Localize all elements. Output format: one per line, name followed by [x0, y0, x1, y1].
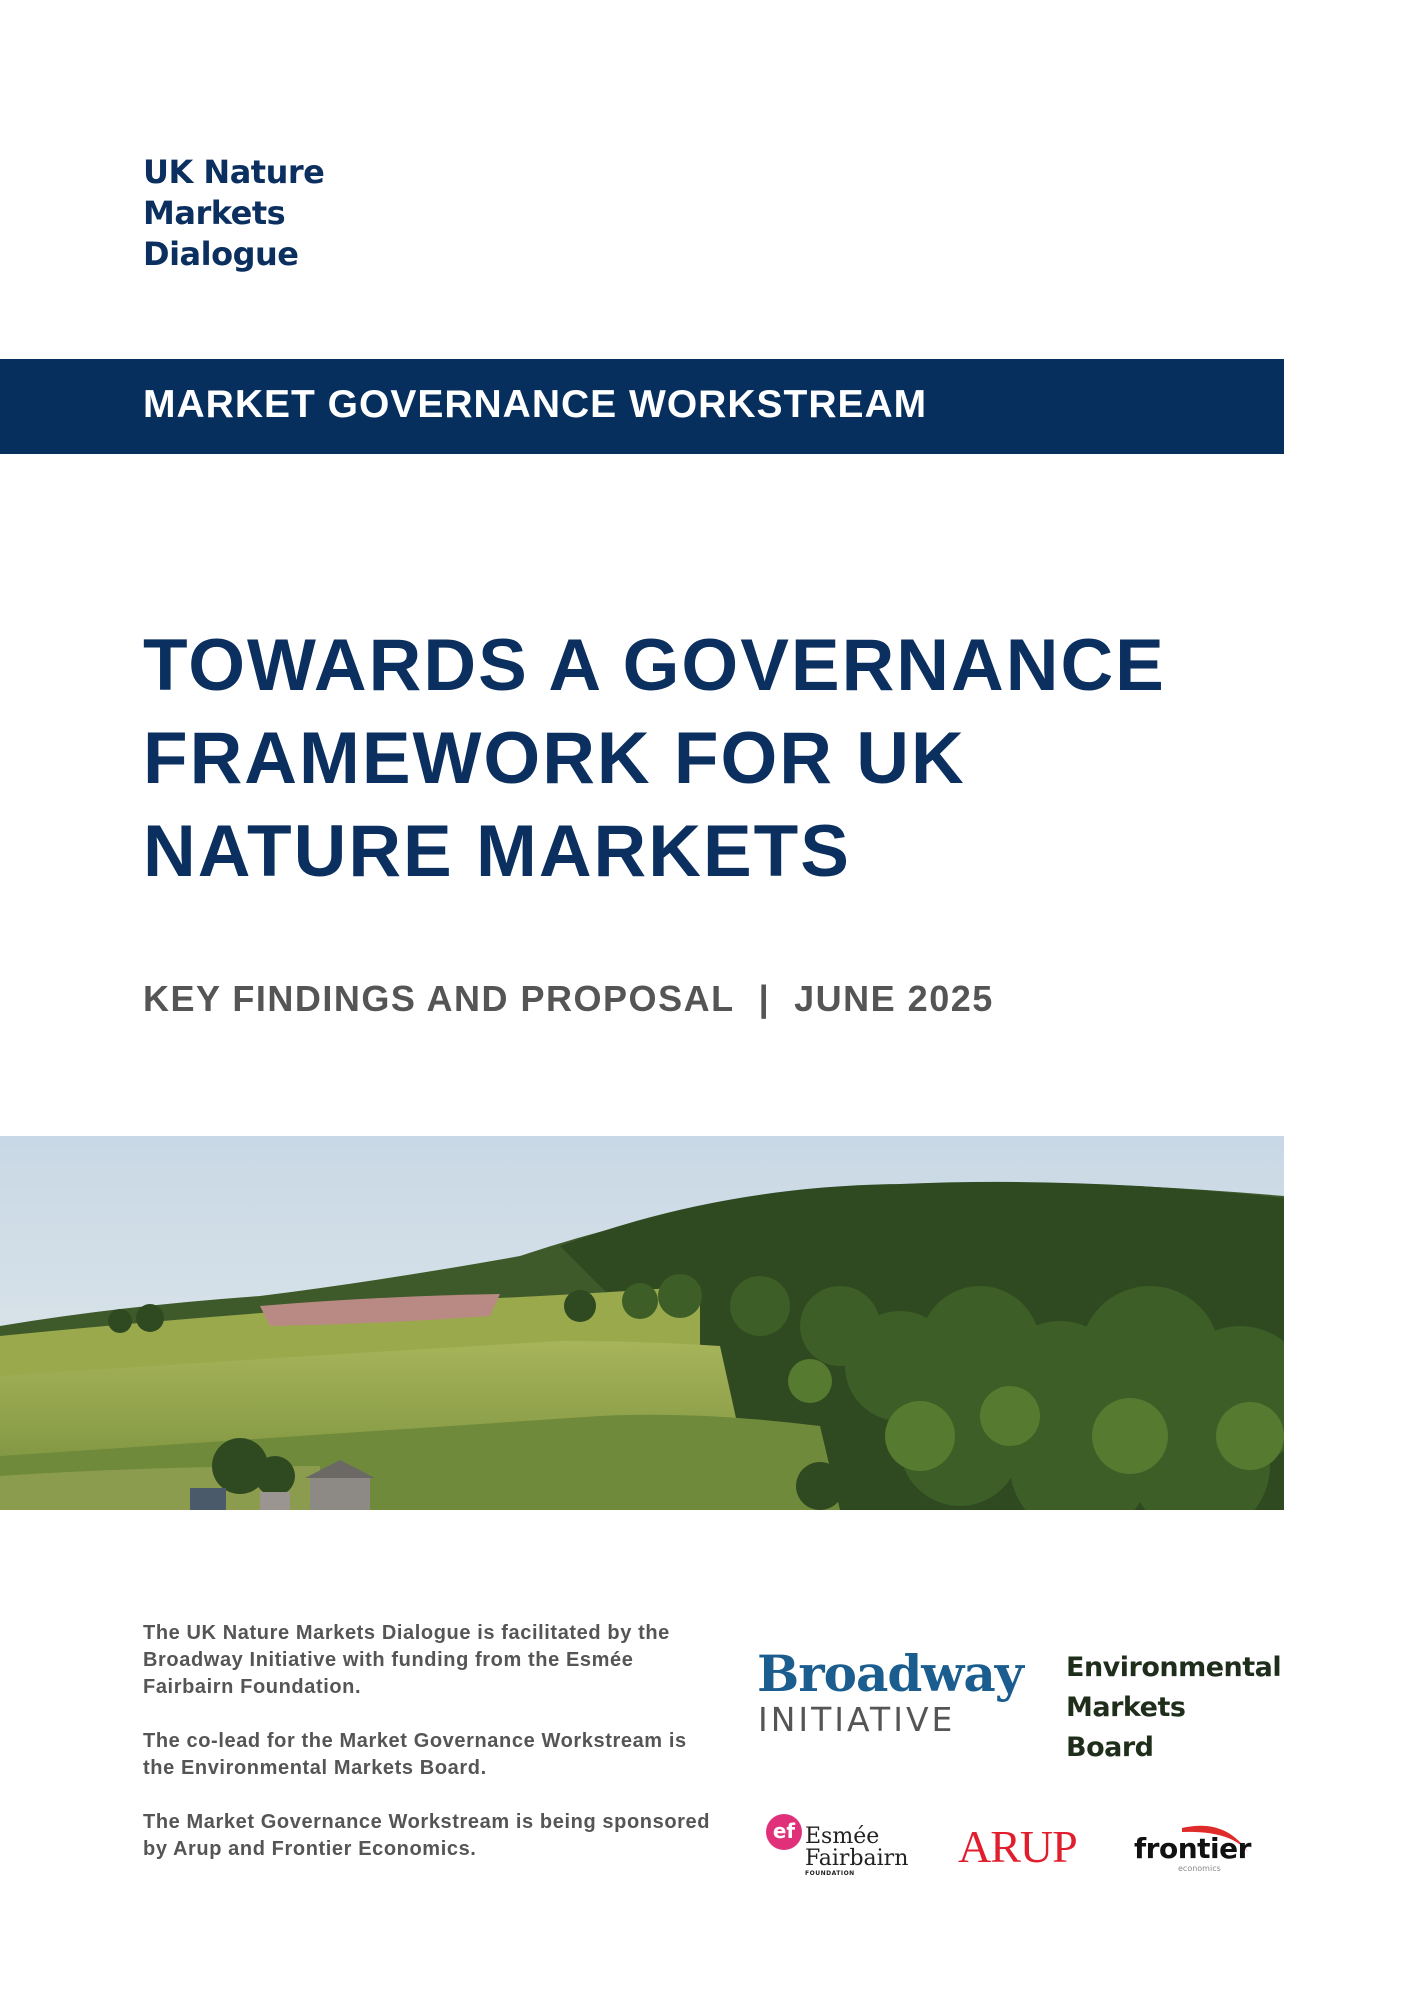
subtitle-date: JUNE 2025 [794, 978, 994, 1019]
title-line: NATURE MARKETS [143, 811, 851, 892]
broadway-logo-wordmark: Broadway [757, 1644, 1023, 1703]
frontier-subtitle: economics [1178, 1864, 1221, 1873]
emb-logo-line: Board [1066, 1732, 1154, 1763]
credits-block [143, 1620, 713, 1890]
document-subtitle [143, 978, 994, 1020]
title-line: TOWARDS A GOVERNANCE [143, 625, 1166, 706]
title-line: FRAMEWORK FOR UK [143, 718, 966, 799]
esmee-mark-icon: ef [766, 1814, 802, 1850]
workstream-label: MARKET GOVERNANCE WORKSTREAM [143, 383, 928, 426]
brand-line: UK Nature [143, 153, 325, 191]
landscape-photo [0, 1136, 1284, 1510]
broadway-logo-subtitle: INITIATIVE [758, 1700, 956, 1739]
emb-logo-line: Environmental [1066, 1652, 1282, 1683]
esmee-line: Esmée [805, 1824, 880, 1849]
credits-paragraph: The co-lead for the Market Governance Workstream is the Environmental Markets Board. [143, 1730, 687, 1779]
emb-logo-line: Markets [1066, 1692, 1186, 1723]
workstream-banner [0, 359, 1284, 454]
credits-paragraph: The UK Nature Markets Dialogue is facilitated by the Broadway Initiative with funding from the Esmée Fairbairn Foundation. [143, 1622, 670, 1698]
esmee-wordmark [805, 1826, 908, 1878]
credits-paragraph: The Market Governance Workstream is being sponsored by Arup and Frontier Economics. [143, 1811, 711, 1860]
arup-logo: ARUP [958, 1821, 1077, 1872]
subtitle-separator: | [758, 978, 771, 1019]
environmental-markets-board-logo [1066, 1648, 1281, 1768]
esmee-line: Fairbairn [805, 1846, 909, 1871]
brand-line: Markets [143, 194, 286, 232]
esmee-foundation: FOUNDATION [805, 1870, 855, 1877]
subtitle-left: KEY FINDINGS AND PROPOSAL [143, 978, 735, 1019]
frontier-wordmark: frontier [1134, 1832, 1251, 1865]
brand-line: Dialogue [143, 235, 299, 273]
uk-nature-markets-dialogue-logo [143, 152, 324, 275]
document-title [143, 619, 1293, 898]
